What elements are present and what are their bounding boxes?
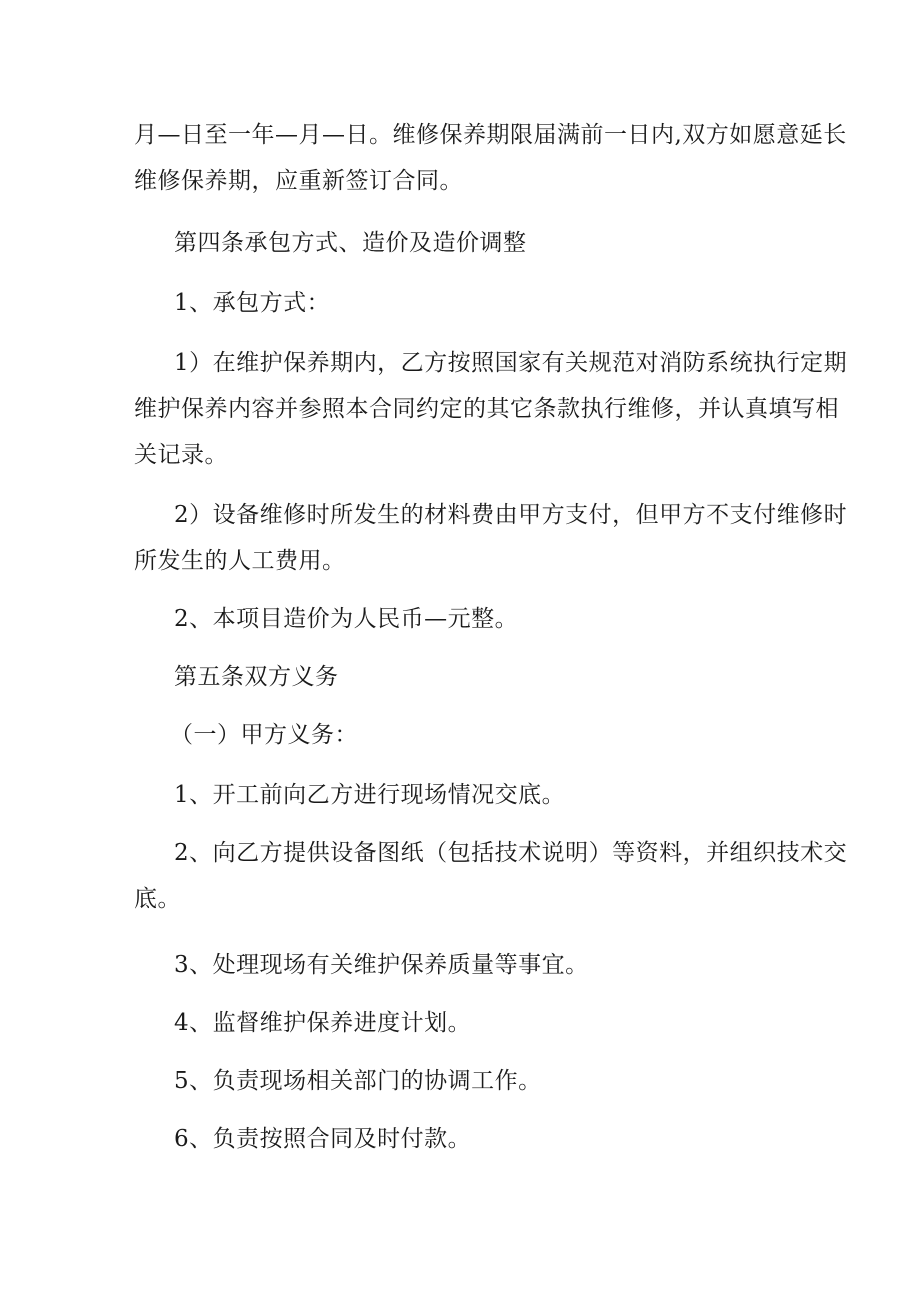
text-line: 维修保养期，应重新签订合同。 — [134, 168, 463, 194]
text-line: 底。 — [134, 886, 181, 912]
item-contract-method — [134, 280, 794, 326]
item-text: 1、开工前向乙方进行现场情况交底。 — [174, 782, 566, 808]
list-item — [134, 1058, 794, 1104]
paragraph-material-costs — [134, 492, 848, 584]
item-text: 5、负责现场相关部门的协调工作。 — [174, 1068, 542, 1094]
text-line: 月—日至一年—月—日。维修保养期限届满前一日内,双方如愿意延长 — [134, 122, 847, 148]
text-line: 2）设备维修时所发生的材料费由甲方支付，但甲方不支付维修时 — [174, 502, 848, 528]
subsection-text: （一）甲方义务： — [170, 722, 358, 748]
item-text: 6、负责按照合同及时付款。 — [174, 1126, 472, 1152]
item-text: 1、承包方式： — [174, 290, 331, 316]
subsection-party-a-obligations — [134, 712, 794, 758]
item-text: 4、监督维护保养进度计划。 — [174, 1010, 472, 1036]
article-five-heading — [134, 654, 794, 700]
item-text: 3、处理现场有关维护保养质量等事宜。 — [174, 952, 589, 978]
item-project-price — [134, 596, 794, 642]
list-item — [134, 1116, 794, 1162]
list-item — [134, 830, 848, 922]
paragraph-maintenance-scope — [134, 340, 848, 478]
article-four-heading — [134, 220, 794, 266]
list-item — [134, 1000, 794, 1046]
text-line: 所发生的人工费用。 — [134, 548, 346, 574]
heading-text: 第四条承包方式、造价及造价调整 — [174, 230, 527, 256]
text-line: 1）在维护保养期内，乙方按照国家有关规范对消防系统执行定期 — [174, 350, 848, 376]
text-line: 维护保养内容并参照本合同约定的其它条款执行维修，并认真填写相 — [134, 396, 839, 422]
paragraph-term-continuation — [134, 112, 847, 204]
list-item — [134, 942, 794, 988]
text-line: 2、向乙方提供设备图纸（包括技术说明）等资料，并组织技术交 — [174, 840, 848, 866]
text-line: 关记录。 — [134, 442, 228, 468]
heading-text: 第五条双方义务 — [174, 664, 339, 690]
item-text: 2、本项目造价为人民币—元整。 — [174, 606, 519, 632]
list-item — [134, 772, 794, 818]
